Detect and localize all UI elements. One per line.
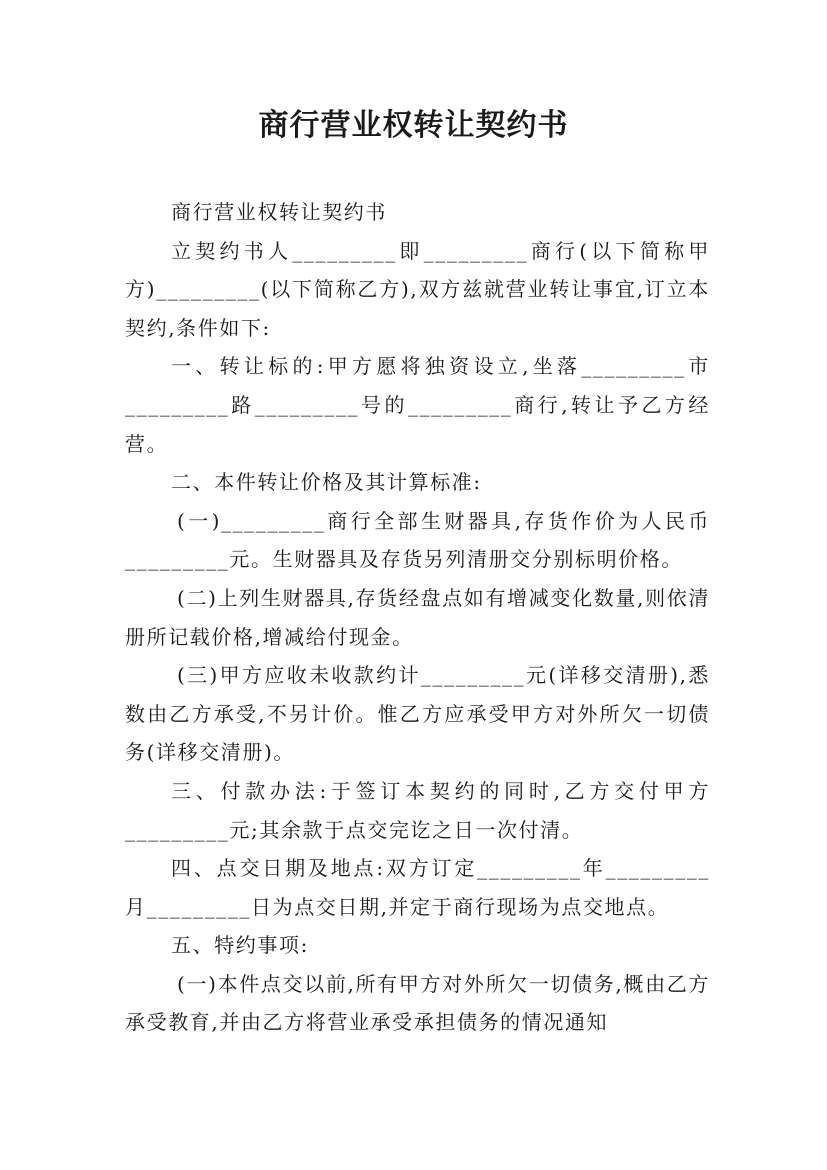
document-title: 商行营业权转让契约书: [258, 108, 569, 143]
paragraph-heading: 商行营业权转让契约书: [171, 200, 387, 224]
paragraph-clause-2: 二、本件转让价格及其计算标准:: [171, 470, 482, 495]
document-body: [125, 193, 710, 1042]
paragraph-clause-1: 一、转让标的:甲方愿将独资设立,坐落_________市_________路_________号的_________商行,转让予乙方经营。: [125, 354, 710, 456]
paragraph-clause-5: 五、特约事项:: [171, 933, 309, 958]
paragraph-parties: 立契约书人_________即_________商行(以下简称甲方)_________(以下简称乙方),双方兹就营业转让事宜,订立本契约,条件如下:: [125, 238, 710, 340]
paragraph-clause-5-1: (一)本件点交以前,所有甲方对外所欠一切债务,概由乙方承受教育,并由乙方将营业承受承担债务的情况通知: [125, 971, 710, 1035]
paragraph-clause-2-3: (三)甲方应收未收款约计_________元(详移交清册),悉数由乙方承受,不另计价。惟乙方应承受甲方对外所欠一切债务(详移交清册)。: [125, 663, 710, 765]
paragraph-clause-3: 三、付款办法:于签订本契约的同时,乙方交付甲方_________元;其余款于点交完讫之日一次付清。: [125, 778, 710, 842]
paragraph-clause-4: 四、点交日期及地点:双方订定_________年_________月_________日为点交日期,并定于商行现场为点交地点。: [125, 856, 710, 919]
paragraph-clause-2-1: (一)_________商行全部生财器具,存货作价为人民币_________元。生财器具及存货另列清册交分别标明价格。: [125, 508, 710, 572]
paragraph-clause-2-2: (二)上列生财器具,存货经盘点如有增减变化数量,则依清册所记载价格,增减给付现金。: [125, 585, 710, 649]
